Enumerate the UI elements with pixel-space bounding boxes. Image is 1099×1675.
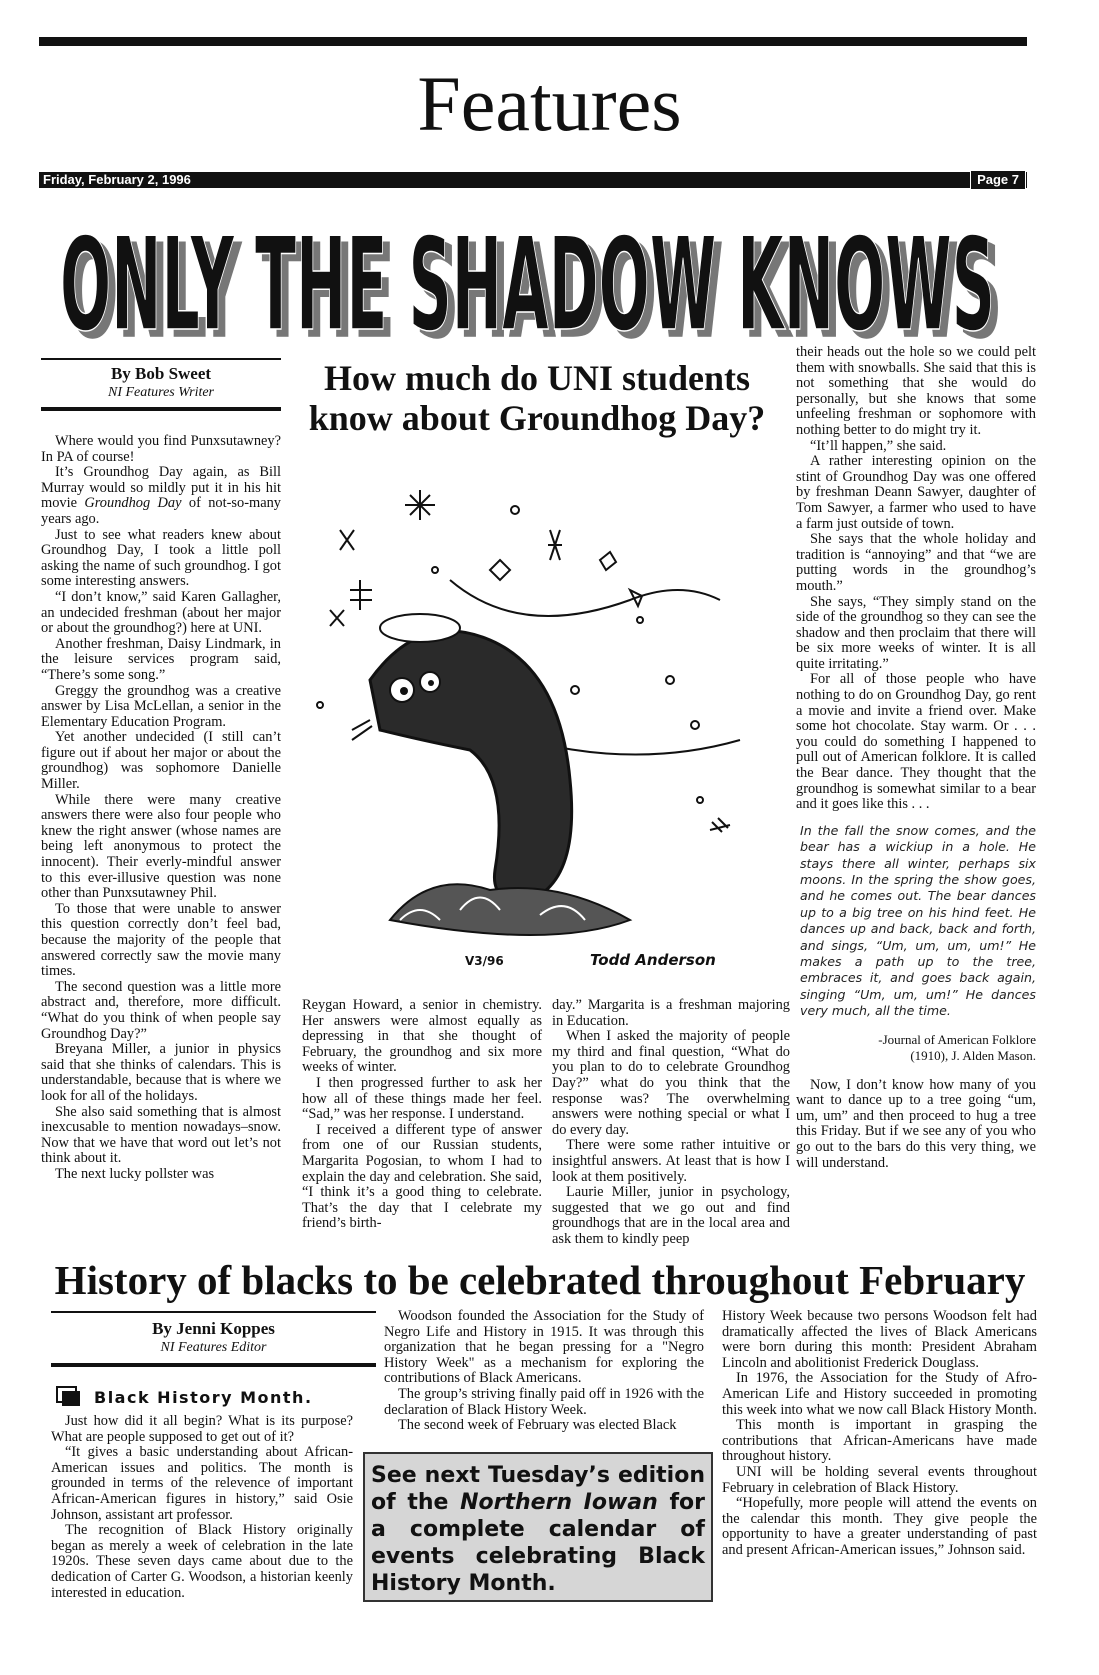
paragraph: For all of those people who have nothing to do on Groundhog Day, go rent a movie and invite a friend over. Make some hot chocolate. Stay warm. Or . . . you could do something I happened to pull out of American folklore. It is called the Bear dance. They thought that the groundhog is somewhat similar to a bear and it goes like this . . . (796, 671, 1036, 813)
illustration-date-mark: V3/96 (465, 954, 504, 968)
quote-attribution (796, 1032, 1036, 1064)
promo-box (363, 1452, 713, 1602)
paragraph: UNI will be holding several events throughout February in celebration of Black History. (722, 1463, 1037, 1496)
kicker-text: Black History Month. (94, 1388, 313, 1407)
article-column-1 (41, 434, 281, 1183)
paragraph: Greggy the groundhog was a creative answer by Lisa McLellan, a senior in the Elementary Education Program. (41, 682, 281, 730)
page-number: Page 7 (970, 170, 1026, 190)
attribution-source: -Journal of American Folklore (878, 1031, 1036, 1047)
history-column-1 (51, 1414, 353, 1601)
paragraph: When I asked the majority of people my third and final question, “What do you plan to do to celebrate Groundhog Day?” what do you think that the response was? The overwhelming answers were nothing special or what I do every day. (552, 1028, 790, 1138)
article-closing (796, 1078, 1036, 1172)
promo-text: See next Tuesday’s edition of the (371, 1463, 705, 1515)
paragraph: The second week of February was elected Black (398, 1417, 677, 1434)
paragraph: “Hopefully, more people will attend the events on the calendar this month. They give people the opportunity to have a greater understanding of past and present African-American issues,” Johnson said. (722, 1495, 1037, 1558)
top-rule (39, 37, 1027, 46)
paragraph: There were some rather intuitive or insightful answers. At least that is how I look at them positively. (552, 1137, 790, 1185)
paragraph: The second question was a little more abstract and, therefore, more difficult. “What do you think of when people say Groundhog Day?” (41, 978, 281, 1042)
paragraph: I then progressed further to ask her how all of these things made her feel. “Sad,” was her response. I understand. (302, 1074, 542, 1123)
paragraph-text: It’s Groundhog Day again, as Bill Murray would so mildly put it in his hit movie (41, 464, 281, 512)
paragraph: “It gives a basic understanding about African-American issues and politics. The month is grounded in terms of the relevence of important African-American figures in history,” said Osie Johnson, assistant art professor. (51, 1444, 353, 1523)
issue-date: Friday, February 2, 1996 (43, 172, 191, 187)
history-column-2 (384, 1309, 704, 1434)
paragraph: This month is important in grasping the contributions that African-Americans have made throughout history. (722, 1417, 1037, 1465)
paragraph: The group’s striving finally paid off in 1926 with the declaration of Black History Week. (384, 1385, 704, 1418)
byline-box (41, 358, 281, 411)
paragraph: In 1976, the Association for the Study of Afro-American Life and History succeeded in promoting this week into what we now call Black History Month. (722, 1370, 1037, 1418)
paragraph: their heads out the hole so we could pelt them with snowballs. She said that this is not something that she would do personally, but she knows that some unfeeling freshman or sophomore with nothing better to do might try it. (796, 344, 1036, 438)
article-right-column (796, 345, 1036, 1171)
groundhog-illustration (300, 450, 780, 985)
paragraph: She says, “They simply stand on the side of the groundhog so they can see the shadow and then proclaim that there will be six more weeks of winter. It is all quite irritating.” (796, 593, 1036, 672)
banner-headline (50, 205, 1050, 350)
article-column-3 (552, 998, 790, 1248)
paragraph: Another freshman, Daisy Lindmark, in the leisure services program said, “There’s some song.” (41, 635, 281, 683)
paragraph: She says that the whole holiday and tradition is “annoying” and that “we are putting words in the groundhog’s mouth.” (796, 531, 1036, 594)
groundhog-figure (352, 614, 630, 935)
paragraph: Breyana Miller, a junior in physics said that she thinks of calendars. This is understandable, because that is where we look for all of the holidays. (41, 1041, 281, 1104)
paragraph: While there were many creative answers there were also four people who knew the right answer (whose names are being left anonymous to protect the innocent). Their everly-mindful answer to this ever-illusive question was none other than Punxsutawney Phil. (41, 791, 281, 902)
bear-dance-quote: In the fall the snow comes, and the bear has a wickiup in a hole. He stays there all winter, perhaps six moons. In the spring the show goes, and he comes out. The bear dances up to a big tree on his hind feet. He dances up and back, back and forth, and sings, “Um, um, um, um!” He makes a path up to the tree, embraces it, and goes back again, singing “Um, um, um!” He dances very much, all the time. (800, 822, 1036, 1019)
paragraph: She also said something that is almost inexcusable to mention nowadays–snow. Now that we have that word out let’s not think about it. (41, 1103, 281, 1167)
paragraph: Just how did it all begin? What is its purpose? What are people supposed to get out of it? (51, 1413, 353, 1445)
byline-name: By Jenni Koppes (152, 1319, 275, 1338)
article-deck: How much do UNI students know about Groundhog Day? (308, 358, 766, 438)
window-icon (56, 1386, 80, 1406)
paragraph: History Week because two persons Woodson felt had dramatically affected the lives of Black Americans were born during this month: President Abraham Lincoln and abolitionist Frederick Douglass. (722, 1308, 1037, 1371)
paragraph: Yet another undecided (I still can’t figure out if about her major or about the groundhog) was sophomore Danielle Miller. (41, 729, 281, 793)
paragraph (41, 465, 281, 527)
paragraph: “It’ll happen,” she said. (810, 437, 947, 454)
paragraph: Woodson founded the Association for the Study of Negro Life and History in 1915. It was through this organization that he began pressing for a "Negro History Week" as a mechanism for exploring the contributions of Black Americans. (384, 1308, 704, 1387)
paragraph: Just to see what readers knew about Groundhog Day, I took a little poll asking the name of such groundhog. I got some interesting answers. (41, 526, 281, 590)
history-byline-box (51, 1311, 376, 1367)
byline-role: NI Features Editor (160, 1340, 267, 1355)
promo-publication: Northern Iowan (460, 1490, 658, 1515)
paragraph: The next lucky pollster was (55, 1165, 215, 1182)
byline-name: By Bob Sweet (110, 364, 212, 383)
paragraph: A rather interesting opinion on the stint of Groundhog Day was one offered by freshman Deann Sawyer, daughter of Tom Sawyer, a farmer who used to have a farm just outside of town. (796, 453, 1036, 532)
paragraph: The recognition of Black History originally began as merely a week of celebration in the late 1920s. These seven days came about due to the dedication of Carter G. Woodson, a historian keenly interested in education. (51, 1522, 353, 1601)
article-column-4 (796, 345, 1036, 813)
byline-role: NI Features Writer (107, 385, 215, 400)
paragraph-text: of not-so-many years ago. (41, 495, 281, 527)
kicker (56, 1386, 376, 1409)
paragraph: day.” Margarita is a freshman majoring in Education. (552, 997, 790, 1029)
paragraph: To those that were unable to answer this question correctly don’t feel bad, because the majority of the people that answered correctly saw the movie many times. (41, 900, 281, 980)
paragraph: Laurie Miller, junior in psychology, suggested that we go out and find groundhogs that are in the local area and ask them to kindly peep (552, 1184, 790, 1247)
paragraph: Reygan Howard, a senior in chemistry. Her answers were almost equally as depressing in that she thought of February, the groundhog and six more weeks of winter. (302, 997, 542, 1076)
paragraph: I received a different type of answer from one of our Russian students, Margarita Pogosian, to whom I had to explain the day and celebration. She said, “I think it’s a good thing to celebrate. That’s the day that I celebrate my friend’s birth- (302, 1121, 542, 1232)
closing-paragraph: Now, I don’t know how many of you want to dance up to a tree going “um, um, um” and then proceed to hug a tree this Friday. But if we see any of you who go out to the bars do this very thing, we will understand. (796, 1076, 1036, 1171)
illustrator-signature: Todd Anderson (590, 951, 716, 969)
movie-title: Groundhog Day (84, 495, 182, 512)
history-headline: History of blacks to be celebrated throughout February (54, 1257, 1026, 1303)
promo-text-end: for a complete calendar of events celebrating Black History Month. (371, 1490, 705, 1596)
horizon-line-icon (450, 580, 720, 616)
article-column-2 (302, 998, 542, 1232)
paragraph: “I don’t know,” said Karen Gallagher, an undecided freshman (about her major or about the groundhog?) here at UNI. (41, 588, 281, 637)
attribution-author: (1910), J. Alden Mason. (910, 1047, 1036, 1063)
history-column-3 (722, 1309, 1037, 1559)
paragraph: Where would you find Punxsutawney? In PA of course! (41, 433, 281, 465)
banner-headline-text: ONLY THE SHADOW KNOWS (60, 211, 995, 350)
snowflake-icon (405, 490, 435, 520)
section-title: Features (417, 60, 682, 147)
